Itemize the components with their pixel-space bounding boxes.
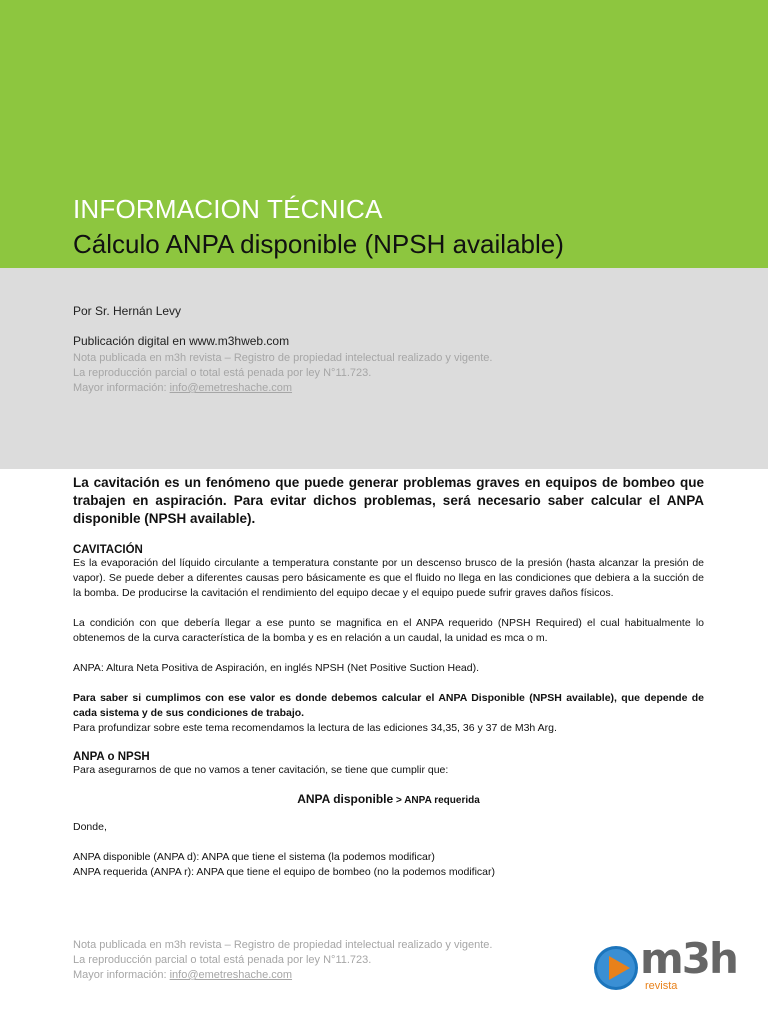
formula-left: ANPA disponible	[297, 792, 394, 806]
notice-line-3	[73, 381, 492, 396]
notice-line-2: La reproducción parcial o total está penada por ley N°11.723.	[73, 367, 372, 379]
definition-available: ANPA disponible (ANPA d): ANPA que tiene el sistema (la podemos modificar)	[73, 851, 435, 863]
logo-subtitle: revista	[645, 980, 678, 992]
paragraph-bold: Para saber si cumplimos con ese valor es donde debemos calcular el ANPA Disponible (NPSH available), que depende de cada sistema y de sus condiciones de trabajo.	[73, 692, 704, 719]
footer-notice-line-2: La reproducción parcial o total está penada por ley N°11.723.	[73, 954, 372, 966]
formula-right: > ANPA requerida	[393, 795, 480, 806]
document-title: Cálculo ANPA disponible (NPSH available)	[73, 229, 564, 259]
logo-wordmark: m3h	[640, 934, 737, 983]
info-panel	[0, 268, 768, 469]
formula	[73, 792, 704, 806]
document-category: INFORMACION TÉCNICA	[73, 194, 383, 224]
paragraph: Para asegurarnos de que no vamos a tener cavitación, se tiene que cumplir que:	[73, 764, 449, 776]
publication-line: Publicación digital en www.m3hweb.com	[73, 334, 290, 348]
footer-notice-prefix: Mayor información:	[73, 969, 170, 981]
definition-required: ANPA requerida (ANPA r): ANPA que tiene el equipo de bombeo (no la podemos modificar)	[73, 866, 495, 878]
footer-email-link[interactable]: info@emetreshache.com	[169, 969, 293, 981]
lead-paragraph: La cavitación es un fenómeno que puede generar problemas graves en equipos de bombeo que trabajen en aspiración. Para evitar dichos problemas, será necesario saber calcular el ANPA disponible (NPSH available).	[73, 475, 704, 526]
section-heading-anpa: ANPA o NPSH	[73, 751, 150, 763]
email-link[interactable]: info@emetreshache.com	[169, 382, 293, 394]
notice-prefix: Mayor información:	[73, 382, 170, 394]
author-line: Por Sr. Hernán Levy	[73, 304, 182, 318]
copyright-notice	[73, 351, 492, 396]
paragraph: Es la evaporación del líquido circulante a temperatura constante por un descenso brusco de la presión (hasta alcanzar la presión de vapor). Se puede deber a diferentes causas pero básicamente es que el fluido no llega en las condiciones que debiera a la succión de la bomba. De producirse la cavitación el rendimiento del equipo decae y el equipo puede sufrir graves daños físicos.	[73, 557, 704, 599]
article-body	[73, 474, 704, 880]
footer-copyright-notice	[73, 938, 492, 983]
section-heading-cavitacion: CAVITACIÓN	[73, 544, 143, 556]
header-banner	[0, 0, 768, 268]
paragraph: Para profundizar sobre este tema recomendamos la lectura de las ediciones 34,35, 36 y 37 de M3h Arg.	[73, 722, 557, 734]
paragraph: ANPA: Altura Neta Positiva de Aspiración, en inglés NPSH (Net Positive Suction Head).	[73, 662, 479, 674]
footer-notice-line-3	[73, 968, 492, 983]
notice-line-1: Nota publicada en m3h revista – Registro de propiedad intelectual realizado y vigente.	[73, 352, 493, 364]
paragraph: La condición con que debería llegar a ese punto se magnifica en el ANPA requerido (NPSH Required) el cual habitualmente lo obtenemos de la curva característica de la bomba y es en relación a un caudal, la unidad es mca o m.	[73, 617, 704, 644]
paragraph: Donde,	[73, 821, 107, 833]
footer-notice-line-1: Nota publicada en m3h revista – Registro de propiedad intelectual realizado y vigente.	[73, 939, 493, 951]
